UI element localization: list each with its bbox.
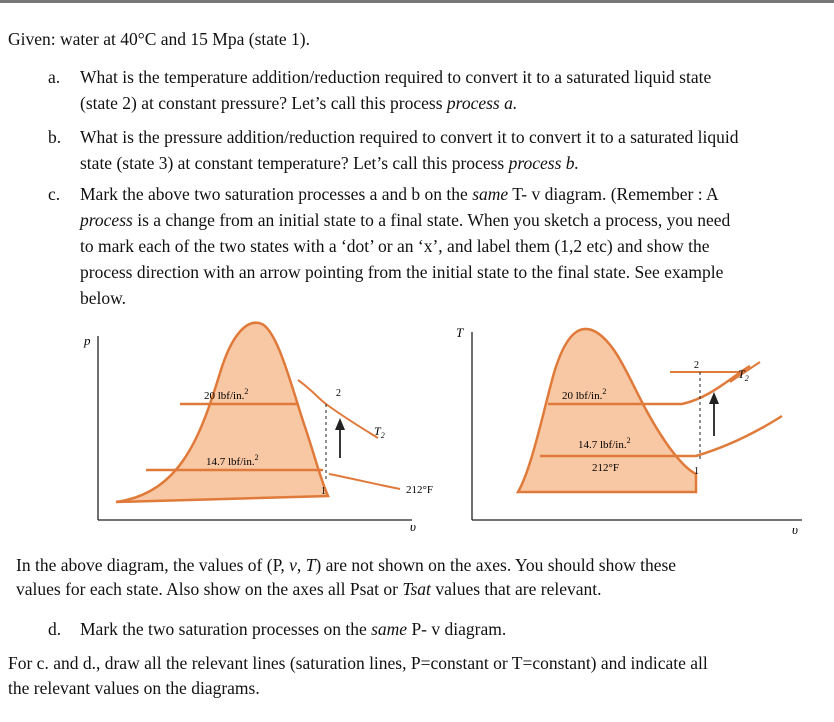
pv-diagram — [83, 323, 433, 534]
top-border — [0, 0, 834, 3]
pv-upper-pressure-label: 20 lbf/in.$^2$ — [204, 387, 249, 402]
tv-y-axis-label: T — [456, 325, 464, 340]
question-a-line1: What is the temperature addition/reduction required to convert it to a saturated liquid state — [80, 67, 712, 87]
example-diagram — [60, 318, 820, 540]
question-a-line2: (state 2) at constant pressure? Let’s call this process process a. — [80, 93, 518, 113]
question-c-line1: Mark the above two saturation processes a and b on the same T- v diagram. (Remember : A — [80, 184, 719, 204]
tv-upper-pressure-label: 20 lbf/in.$^2$ — [562, 387, 607, 402]
pv-state2-label: 2 — [336, 388, 341, 399]
diagram-note-line1: In the above diagram, the values of (P, v, T) are not shown on the axes. You should show these — [16, 555, 677, 575]
tv-state1-label: 1 — [694, 466, 699, 477]
question-b-line1: What is the pressure addition/reduction required to convert it to convert it to a saturated liquid — [80, 127, 739, 147]
final-instruction-line2: the relevant values on the diagrams. — [8, 678, 260, 698]
pv-state1-label: 1 — [321, 486, 326, 497]
question-c-line5: below. — [80, 288, 127, 308]
question-b-label: b. — [48, 127, 62, 147]
diagram-note-line2: values for each state. Also show on the axes all Psat or Tsat values that are relevant. — [16, 579, 602, 599]
question-c-line4: process direction with an arrow pointing from the initial state to the final state. See example — [80, 262, 724, 282]
pv-isotherm-label: $T_2$ — [374, 424, 385, 440]
pv-isotherm-212 — [329, 474, 400, 489]
final-instruction-line1: For c. and d., draw all the relevant lines (saturation lines, P=constant or T=constant) and indicate all — [8, 653, 708, 673]
pv-saturation-dome — [116, 323, 328, 502]
pv-process-arrowhead — [335, 418, 345, 430]
question-c-label: c. — [48, 184, 61, 204]
question-a-label: a. — [48, 67, 61, 87]
tv-state2-label: 2 — [694, 360, 699, 371]
question-d: d. Mark the two saturation processes on the same P- v diagram. — [48, 616, 818, 642]
question-d-label: d. — [48, 619, 62, 639]
pv-temp-label: 212°F — [406, 484, 434, 496]
tv-lower-pressure-label: 14.7 lbf/in.$^2$ — [578, 436, 631, 451]
tv-x-axis-label: υ — [792, 522, 798, 537]
tv-isotherm-label: $T_2$ — [738, 367, 749, 383]
question-c-line2: process is a change from an initial state to a final state. When you sketch a process, you need — [80, 210, 731, 230]
question-c-line3: to mark each of the two states with a ‘dot’ or an ‘x’, and label them (1,2 etc) and show the — [80, 236, 710, 256]
tv-diagram — [456, 325, 802, 537]
given-statement: Given: water at 40°C and 15 Mpa (state 1). — [8, 29, 310, 49]
pv-lower-pressure-label: 14.7 lbf/in.$^2$ — [206, 453, 259, 468]
question-b-line2: state (state 3) at constant temperature? Let’s call this process process b. — [80, 153, 579, 173]
pv-y-axis-label: p — [84, 333, 91, 348]
tv-temp-label: 212°F — [592, 462, 620, 474]
pv-x-axis-label: υ — [410, 519, 416, 534]
